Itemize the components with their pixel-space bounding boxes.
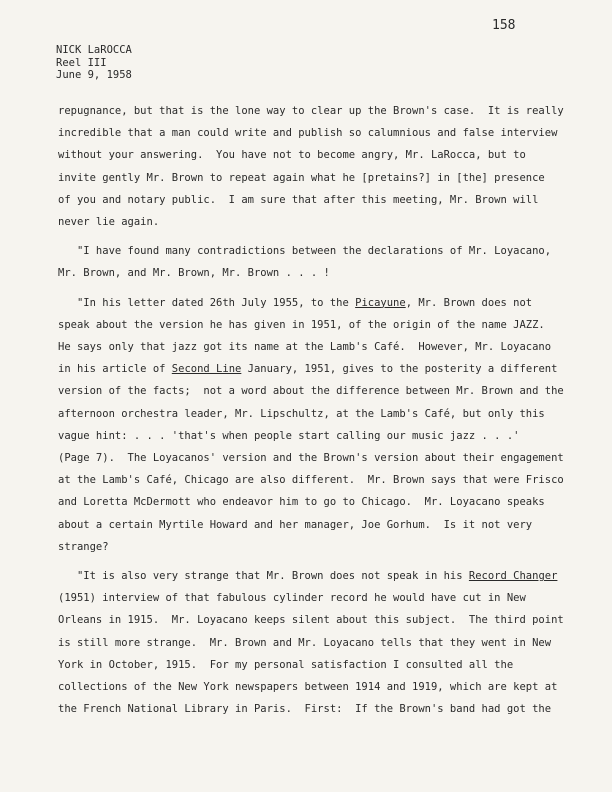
text-segment: "It is also very strange that Mr. Brown does not speak in his	[58, 570, 469, 583]
text-segment: (1951) interview of that fabulous cylinder record he would have cut in New	[58, 592, 526, 605]
text-segment: without your answering. You have not to become angry, Mr. LaRocca, but to	[58, 149, 526, 162]
text-segment: of you and notary public. I am sure that after this meeting, Mr. Brown will	[58, 193, 539, 206]
interviewee-name: NICK LaROCCA	[56, 44, 132, 56]
text-line	[58, 211, 558, 233]
text-line	[58, 676, 558, 698]
text-line	[58, 314, 558, 336]
paragraph	[58, 292, 564, 558]
text-segment: invite gently Mr. Brown to repeat again what he [pretains?] in [the] presence	[58, 171, 545, 184]
text-segment: "In his letter dated 26th July 1955, to the	[58, 296, 356, 309]
text-line	[58, 565, 558, 587]
text-segment: strange?	[58, 540, 109, 553]
text-segment: incredible that a man could write and publish so calumnious and false interview	[58, 127, 558, 140]
interview-date: June 9, 1958	[56, 69, 132, 81]
text-segment: vague hint: . . . 'that's when people start calling our music jazz . . .'	[58, 429, 520, 442]
paragraph	[58, 100, 564, 233]
text-line	[58, 403, 558, 425]
text-segment: at the Lamb's Café, Chicago are also different. Mr. Brown says that were Frisco	[58, 474, 564, 487]
text-segment: repugnance, but that is the lone way to clear up the Brown's case. It is really	[58, 105, 564, 117]
text-segment: , Mr. Brown does not	[405, 296, 533, 309]
text-line	[58, 380, 564, 402]
paragraph-gap	[58, 285, 558, 292]
underlined-title: Record Changer	[468, 570, 558, 583]
text-line	[58, 447, 564, 469]
paragraph-gap	[58, 233, 558, 240]
text-segment: in his article of	[58, 363, 172, 376]
text-segment: York in October, 1915. For my personal satisfaction I consulted all the	[58, 658, 514, 671]
text-segment: never lie again.	[58, 216, 160, 229]
transcript-header	[56, 44, 132, 82]
text-segment: Orleans in 1915. Mr. Loyacano keeps silent about this subject. The third point	[58, 614, 564, 627]
text-segment: He says only that jazz got its name at the Lamb's Café. However, Mr. Loyacano	[58, 341, 552, 354]
text-line	[58, 632, 558, 654]
text-line	[58, 491, 558, 513]
text-segment: speak about the version he has given in 1951, of the origin of the name JAZZ.	[58, 318, 545, 331]
text-segment: collections of the New York newspapers between 1914 and 1919, which are kept at	[58, 681, 558, 694]
page-number: 158	[492, 18, 516, 33]
underlined-title: Picayune	[355, 296, 406, 309]
text-line	[58, 262, 558, 284]
text-line	[58, 144, 558, 166]
text-line	[58, 100, 564, 122]
text-segment: is still more strange. Mr. Brown and Mr. Loyacano tells that they went in New	[58, 636, 552, 649]
text-line	[58, 536, 558, 558]
text-line	[58, 609, 564, 631]
text-segment: afternoon orchestra leader, Mr. Lipschultz, at the Lamb's Café, but only this	[58, 407, 545, 420]
text-segment: January, 1951, gives to the posterity a different	[241, 363, 558, 376]
text-line	[58, 587, 558, 609]
reel-label: Reel III	[56, 56, 107, 69]
text-line	[58, 189, 558, 211]
text-line	[58, 122, 558, 144]
text-line	[58, 292, 558, 314]
text-line	[58, 336, 558, 358]
text-segment: Mr. Brown, and Mr. Brown, Mr. Brown . . . !	[58, 267, 330, 280]
paragraph	[58, 240, 558, 284]
text-segment: about a certain Myrtile Howard and her manager, Joe Gorhum. Is it not very	[58, 518, 533, 531]
text-line	[58, 698, 558, 720]
text-line	[58, 240, 558, 262]
underlined-title: Second Line	[171, 363, 242, 376]
text-segment: (Page 7). The Loyacanos' version and the Brown's version about their engagement	[58, 452, 564, 465]
document-body	[58, 100, 564, 720]
text-line	[58, 358, 558, 380]
text-line	[58, 469, 564, 491]
text-line	[58, 425, 558, 447]
text-segment: version of the facts; not a word about the difference between Mr. Brown and the	[58, 385, 564, 398]
paragraph	[58, 565, 564, 720]
text-line	[58, 167, 558, 189]
paragraph-gap	[58, 558, 558, 565]
text-segment: and Loretta McDermott who endeavor him to go to Chicago. Mr. Loyacano speaks	[58, 496, 545, 509]
text-line	[58, 514, 558, 536]
text-segment: the French National Library in Paris. First: If the Brown's band had got the	[58, 703, 552, 716]
text-segment: "I have found many contradictions between the declarations of Mr. Loyacano,	[58, 245, 552, 258]
text-line	[58, 654, 558, 676]
